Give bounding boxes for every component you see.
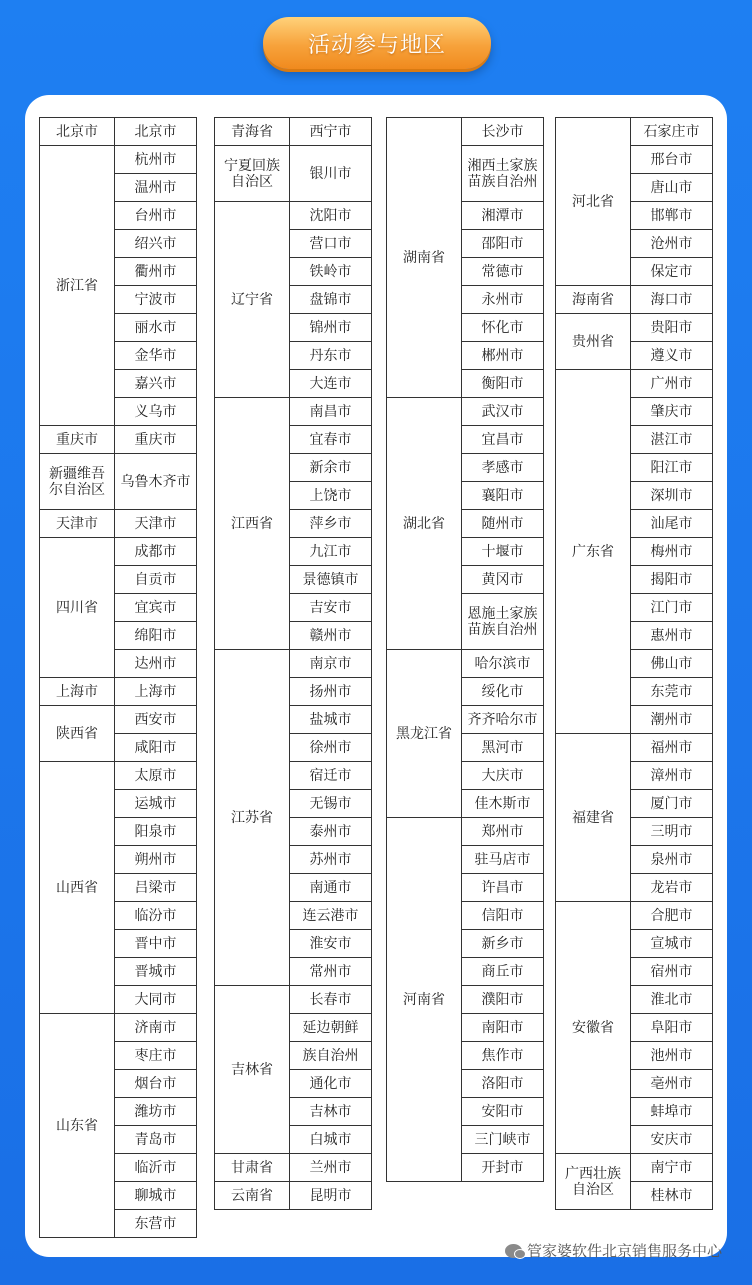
region-table-col-3 bbox=[386, 117, 544, 1182]
city-cell: 汕尾市 bbox=[631, 510, 713, 538]
city-cell: 达州市 bbox=[115, 650, 197, 678]
city-cell: 阳泉市 bbox=[115, 818, 197, 846]
city-cell: 佳木斯市 bbox=[462, 790, 544, 818]
province-cell: 海南省 bbox=[556, 286, 631, 314]
province-cell: 山东省 bbox=[40, 1014, 115, 1238]
city-cell: 徐州市 bbox=[290, 734, 372, 762]
region-table-col-2 bbox=[214, 117, 372, 1210]
city-cell: 石家庄市 bbox=[631, 118, 713, 146]
table-row bbox=[556, 286, 713, 314]
city-cell: 广州市 bbox=[631, 370, 713, 398]
table-row bbox=[40, 454, 197, 510]
city-cell: 阳江市 bbox=[631, 454, 713, 482]
province-cell: 福建省 bbox=[556, 734, 631, 902]
city-cell: 太原市 bbox=[115, 762, 197, 790]
city-cell: 恩施土家族 苗族自治州 bbox=[462, 594, 544, 650]
city-cell: 南通市 bbox=[290, 874, 372, 902]
city-cell: 兰州市 bbox=[290, 1154, 372, 1182]
city-cell: 吉林市 bbox=[290, 1098, 372, 1126]
province-cell: 云南省 bbox=[215, 1182, 290, 1210]
city-cell: 嘉兴市 bbox=[115, 370, 197, 398]
city-cell: 新余市 bbox=[290, 454, 372, 482]
city-cell: 绥化市 bbox=[462, 678, 544, 706]
province-cell: 湖北省 bbox=[387, 398, 462, 650]
city-cell: 邵阳市 bbox=[462, 230, 544, 258]
province-cell: 新疆维吾 尔自治区 bbox=[40, 454, 115, 510]
table-row bbox=[387, 650, 544, 678]
city-cell: 锦州市 bbox=[290, 314, 372, 342]
city-cell: 齐齐哈尔市 bbox=[462, 706, 544, 734]
city-cell: 焦作市 bbox=[462, 1042, 544, 1070]
city-cell: 东营市 bbox=[115, 1210, 197, 1238]
city-cell: 绵阳市 bbox=[115, 622, 197, 650]
table-row bbox=[215, 650, 372, 678]
city-cell: 丽水市 bbox=[115, 314, 197, 342]
city-cell: 西宁市 bbox=[290, 118, 372, 146]
city-cell: 杭州市 bbox=[115, 146, 197, 174]
province-cell: 江苏省 bbox=[215, 650, 290, 986]
city-cell: 聊城市 bbox=[115, 1182, 197, 1210]
city-cell: 池州市 bbox=[631, 1042, 713, 1070]
city-cell: 南阳市 bbox=[462, 1014, 544, 1042]
table-row bbox=[556, 1154, 713, 1182]
province-cell: 广东省 bbox=[556, 370, 631, 734]
city-cell: 郴州市 bbox=[462, 342, 544, 370]
city-cell: 潮州市 bbox=[631, 706, 713, 734]
table-row bbox=[387, 118, 544, 146]
city-cell: 亳州市 bbox=[631, 1070, 713, 1098]
province-cell: 北京市 bbox=[40, 118, 115, 146]
city-cell: 龙岩市 bbox=[631, 874, 713, 902]
city-cell: 许昌市 bbox=[462, 874, 544, 902]
city-cell: 湘西土家族 苗族自治州 bbox=[462, 146, 544, 202]
wechat-icon bbox=[505, 1244, 522, 1258]
province-cell: 安徽省 bbox=[556, 902, 631, 1154]
table-row bbox=[215, 398, 372, 426]
table-row bbox=[387, 818, 544, 846]
city-cell: 景德镇市 bbox=[290, 566, 372, 594]
city-cell: 江门市 bbox=[631, 594, 713, 622]
city-cell: 重庆市 bbox=[115, 426, 197, 454]
city-cell: 沧州市 bbox=[631, 230, 713, 258]
region-table-col-4 bbox=[555, 117, 713, 1210]
table-row bbox=[556, 314, 713, 342]
city-cell: 深圳市 bbox=[631, 482, 713, 510]
city-cell: 泉州市 bbox=[631, 846, 713, 874]
city-cell: 怀化市 bbox=[462, 314, 544, 342]
table-row bbox=[215, 1154, 372, 1182]
city-cell: 盘锦市 bbox=[290, 286, 372, 314]
city-cell: 自贡市 bbox=[115, 566, 197, 594]
city-cell: 黄冈市 bbox=[462, 566, 544, 594]
city-cell: 洛阳市 bbox=[462, 1070, 544, 1098]
city-cell: 苏州市 bbox=[290, 846, 372, 874]
city-cell: 开封市 bbox=[462, 1154, 544, 1182]
table-row bbox=[215, 986, 372, 1014]
city-cell: 常州市 bbox=[290, 958, 372, 986]
city-cell: 大庆市 bbox=[462, 762, 544, 790]
table-row bbox=[215, 146, 372, 202]
city-cell: 佛山市 bbox=[631, 650, 713, 678]
city-cell: 阜阳市 bbox=[631, 1014, 713, 1042]
city-cell: 临汾市 bbox=[115, 902, 197, 930]
table-row bbox=[40, 510, 197, 538]
city-cell: 朔州市 bbox=[115, 846, 197, 874]
table-row bbox=[556, 370, 713, 398]
province-cell: 江西省 bbox=[215, 398, 290, 650]
province-cell: 浙江省 bbox=[40, 146, 115, 426]
city-cell: 银川市 bbox=[290, 146, 372, 202]
city-cell: 三明市 bbox=[631, 818, 713, 846]
city-cell: 蚌埠市 bbox=[631, 1098, 713, 1126]
city-cell: 揭阳市 bbox=[631, 566, 713, 594]
province-cell: 山西省 bbox=[40, 762, 115, 1014]
table-row bbox=[40, 118, 197, 146]
city-cell: 淮安市 bbox=[290, 930, 372, 958]
city-cell: 晋中市 bbox=[115, 930, 197, 958]
city-cell: 运城市 bbox=[115, 790, 197, 818]
city-cell: 郑州市 bbox=[462, 818, 544, 846]
province-cell: 河北省 bbox=[556, 118, 631, 286]
city-cell: 南京市 bbox=[290, 650, 372, 678]
city-cell: 福州市 bbox=[631, 734, 713, 762]
city-cell: 义乌市 bbox=[115, 398, 197, 426]
city-cell: 三门峡市 bbox=[462, 1126, 544, 1154]
region-table-col-1 bbox=[39, 117, 197, 1238]
city-cell: 随州市 bbox=[462, 510, 544, 538]
city-cell: 成都市 bbox=[115, 538, 197, 566]
title-banner bbox=[263, 17, 491, 69]
city-cell: 铁岭市 bbox=[290, 258, 372, 286]
table-row bbox=[40, 426, 197, 454]
city-cell: 武汉市 bbox=[462, 398, 544, 426]
city-cell: 大连市 bbox=[290, 370, 372, 398]
city-cell: 北京市 bbox=[115, 118, 197, 146]
city-cell: 濮阳市 bbox=[462, 986, 544, 1014]
city-cell: 西安市 bbox=[115, 706, 197, 734]
city-cell: 台州市 bbox=[115, 202, 197, 230]
table-row bbox=[215, 202, 372, 230]
city-cell: 衢州市 bbox=[115, 258, 197, 286]
city-cell: 邢台市 bbox=[631, 146, 713, 174]
city-cell: 十堰市 bbox=[462, 538, 544, 566]
city-cell: 昆明市 bbox=[290, 1182, 372, 1210]
city-cell: 驻马店市 bbox=[462, 846, 544, 874]
city-cell: 上海市 bbox=[115, 678, 197, 706]
city-cell: 枣庄市 bbox=[115, 1042, 197, 1070]
city-cell: 连云港市 bbox=[290, 902, 372, 930]
city-cell: 天津市 bbox=[115, 510, 197, 538]
province-cell: 甘肃省 bbox=[215, 1154, 290, 1182]
city-cell: 宿迁市 bbox=[290, 762, 372, 790]
province-cell: 吉林省 bbox=[215, 986, 290, 1154]
city-cell: 吉安市 bbox=[290, 594, 372, 622]
city-cell: 安阳市 bbox=[462, 1098, 544, 1126]
city-cell: 晋城市 bbox=[115, 958, 197, 986]
city-cell: 族自治州 bbox=[290, 1042, 372, 1070]
province-cell: 黑龙江省 bbox=[387, 650, 462, 818]
city-cell: 萍乡市 bbox=[290, 510, 372, 538]
city-cell: 白城市 bbox=[290, 1126, 372, 1154]
table-row bbox=[387, 398, 544, 426]
province-cell: 天津市 bbox=[40, 510, 115, 538]
city-cell: 厦门市 bbox=[631, 790, 713, 818]
province-cell: 青海省 bbox=[215, 118, 290, 146]
province-cell: 上海市 bbox=[40, 678, 115, 706]
province-cell: 贵州省 bbox=[556, 314, 631, 370]
city-cell: 南昌市 bbox=[290, 398, 372, 426]
city-cell: 金华市 bbox=[115, 342, 197, 370]
province-cell: 陕西省 bbox=[40, 706, 115, 762]
city-cell: 南宁市 bbox=[631, 1154, 713, 1182]
city-cell: 淮北市 bbox=[631, 986, 713, 1014]
city-cell: 大同市 bbox=[115, 986, 197, 1014]
city-cell: 咸阳市 bbox=[115, 734, 197, 762]
city-cell: 梅州市 bbox=[631, 538, 713, 566]
city-cell: 宜昌市 bbox=[462, 426, 544, 454]
city-cell: 长沙市 bbox=[462, 118, 544, 146]
city-cell: 绍兴市 bbox=[115, 230, 197, 258]
city-cell: 衡阳市 bbox=[462, 370, 544, 398]
province-cell: 辽宁省 bbox=[215, 202, 290, 398]
table-row bbox=[40, 1014, 197, 1042]
city-cell: 青岛市 bbox=[115, 1126, 197, 1154]
table-row bbox=[556, 734, 713, 762]
city-cell: 湘潭市 bbox=[462, 202, 544, 230]
province-cell: 宁夏回族 自治区 bbox=[215, 146, 290, 202]
city-cell: 宿州市 bbox=[631, 958, 713, 986]
city-cell: 延边朝鲜 bbox=[290, 1014, 372, 1042]
city-cell: 桂林市 bbox=[631, 1182, 713, 1210]
table-row bbox=[40, 762, 197, 790]
watermark bbox=[505, 1240, 722, 1261]
city-cell: 宜宾市 bbox=[115, 594, 197, 622]
city-cell: 宜春市 bbox=[290, 426, 372, 454]
table-row bbox=[215, 1182, 372, 1210]
city-cell: 通化市 bbox=[290, 1070, 372, 1098]
city-cell: 烟台市 bbox=[115, 1070, 197, 1098]
table-row bbox=[215, 118, 372, 146]
city-cell: 孝感市 bbox=[462, 454, 544, 482]
city-cell: 永州市 bbox=[462, 286, 544, 314]
city-cell: 上饶市 bbox=[290, 482, 372, 510]
city-cell: 宣城市 bbox=[631, 930, 713, 958]
table-row bbox=[40, 678, 197, 706]
table-row bbox=[556, 118, 713, 146]
province-cell: 河南省 bbox=[387, 818, 462, 1182]
city-cell: 肇庆市 bbox=[631, 398, 713, 426]
city-cell: 扬州市 bbox=[290, 678, 372, 706]
city-cell: 九江市 bbox=[290, 538, 372, 566]
page-title: 活动参与地区 bbox=[307, 32, 446, 58]
city-cell: 湛江市 bbox=[631, 426, 713, 454]
table-row bbox=[40, 706, 197, 734]
city-cell: 盐城市 bbox=[290, 706, 372, 734]
city-cell: 东莞市 bbox=[631, 678, 713, 706]
city-cell: 丹东市 bbox=[290, 342, 372, 370]
city-cell: 信阳市 bbox=[462, 902, 544, 930]
city-cell: 新乡市 bbox=[462, 930, 544, 958]
city-cell: 无锡市 bbox=[290, 790, 372, 818]
city-cell: 乌鲁木齐市 bbox=[115, 454, 197, 510]
city-cell: 营口市 bbox=[290, 230, 372, 258]
city-cell: 吕梁市 bbox=[115, 874, 197, 902]
city-cell: 唐山市 bbox=[631, 174, 713, 202]
city-cell: 济南市 bbox=[115, 1014, 197, 1042]
city-cell: 合肥市 bbox=[631, 902, 713, 930]
city-cell: 温州市 bbox=[115, 174, 197, 202]
city-cell: 哈尔滨市 bbox=[462, 650, 544, 678]
city-cell: 宁波市 bbox=[115, 286, 197, 314]
table-row bbox=[40, 146, 197, 174]
city-cell: 长春市 bbox=[290, 986, 372, 1014]
city-cell: 贵阳市 bbox=[631, 314, 713, 342]
city-cell: 漳州市 bbox=[631, 762, 713, 790]
city-cell: 商丘市 bbox=[462, 958, 544, 986]
city-cell: 邯郸市 bbox=[631, 202, 713, 230]
city-cell: 赣州市 bbox=[290, 622, 372, 650]
province-cell: 湖南省 bbox=[387, 118, 462, 398]
city-cell: 潍坊市 bbox=[115, 1098, 197, 1126]
province-cell: 广西壮族 自治区 bbox=[556, 1154, 631, 1210]
city-cell: 遵义市 bbox=[631, 342, 713, 370]
city-cell: 临沂市 bbox=[115, 1154, 197, 1182]
watermark-text: 管家婆软件北京销售服务中心 bbox=[526, 1242, 722, 1260]
city-cell: 襄阳市 bbox=[462, 482, 544, 510]
province-cell: 重庆市 bbox=[40, 426, 115, 454]
city-cell: 安庆市 bbox=[631, 1126, 713, 1154]
city-cell: 海口市 bbox=[631, 286, 713, 314]
city-cell: 泰州市 bbox=[290, 818, 372, 846]
city-cell: 保定市 bbox=[631, 258, 713, 286]
city-cell: 常德市 bbox=[462, 258, 544, 286]
city-cell: 沈阳市 bbox=[290, 202, 372, 230]
city-cell: 黑河市 bbox=[462, 734, 544, 762]
table-row bbox=[556, 902, 713, 930]
province-cell: 四川省 bbox=[40, 538, 115, 678]
city-cell: 惠州市 bbox=[631, 622, 713, 650]
table-row bbox=[40, 538, 197, 566]
